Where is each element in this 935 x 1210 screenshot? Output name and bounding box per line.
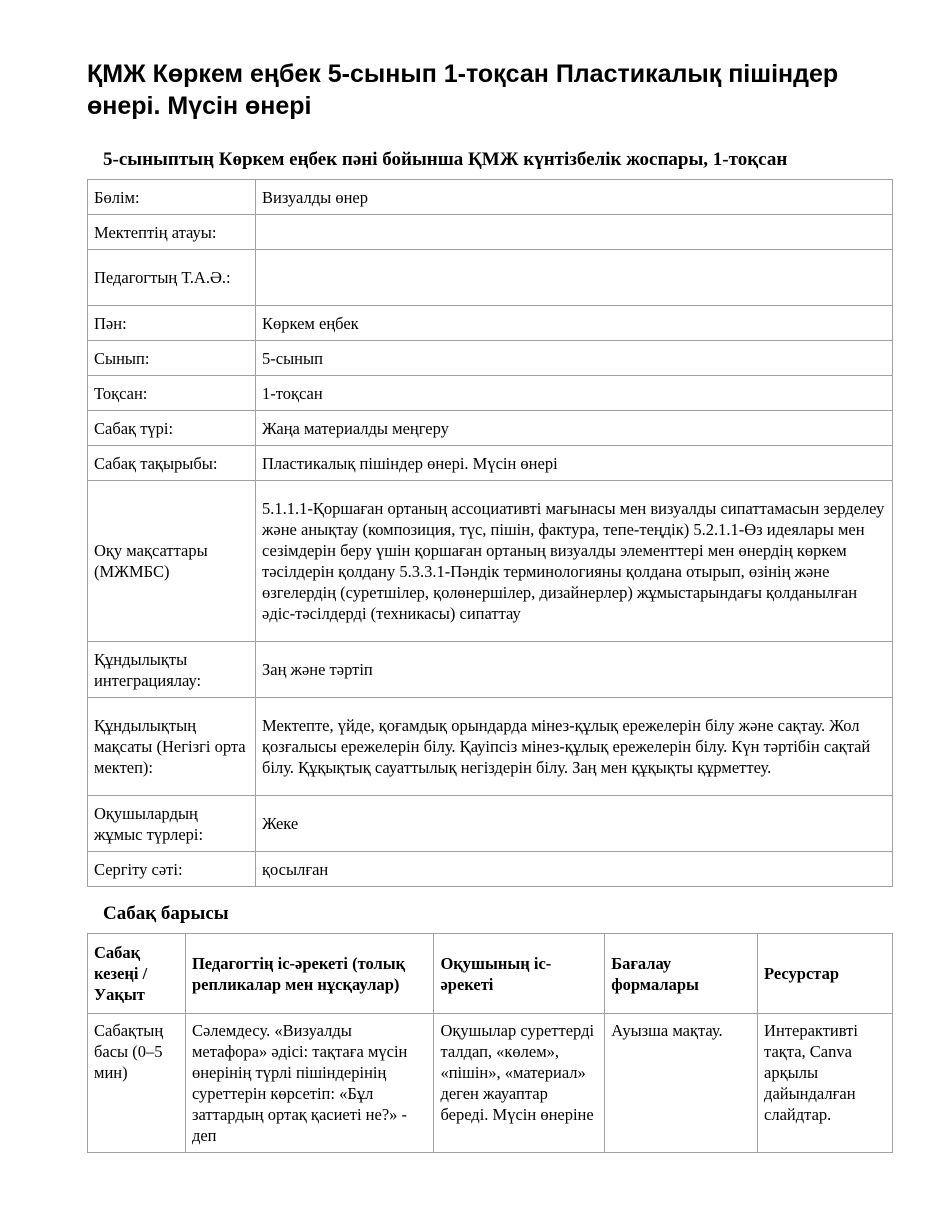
info-value: 1-тоқсан <box>256 376 893 411</box>
info-row <box>88 852 893 887</box>
info-row <box>88 341 893 376</box>
info-label: Оқу мақсаттары (МЖМБС) <box>88 481 256 642</box>
info-label: Бөлім: <box>88 180 256 215</box>
info-value <box>256 215 893 250</box>
info-value: Көркем еңбек <box>256 306 893 341</box>
info-label: Тоқсан: <box>88 376 256 411</box>
info-label: Пән: <box>88 306 256 341</box>
info-row <box>88 376 893 411</box>
cell-teacher-activity: Сәлемдесу. «Визуалды метафора» әдісі: тақтаға мүсін өнерінің түрлі пішіндерінің суреттерін көрсетіп: «Бұл заттардың ортақ қасиеті не?» - деп <box>185 1014 434 1153</box>
info-row <box>88 250 893 306</box>
cell-stage-time: Сабақтың басы (0–5 мин) <box>88 1014 186 1153</box>
info-value: 5.1.1.1-Қоршаған ортаның ассоциативті мағынасы мен визуалды сипаттамасын зерделеу және анықтау (композиция, түс, пішін, фактура, тепе-теңдік) 5.2.1.1-Өз идеялары мен сезімдерін беру үшін қоршаған ортаның визуалды элементтері мен өнердің көркем тәсілдерін қолдану 5.3.3.1-Пәндік терминологияны қолдана отырып, өзінің және өзгелердің (суретшілер, қолөнершілер, дизайнерлер) жұмыстарындағы қолданылған әдіс-тәсілдерді (техникасы) сипаттау <box>256 481 893 642</box>
info-row <box>88 411 893 446</box>
lesson-table-header-row <box>88 934 893 1014</box>
info-value: 5-сынып <box>256 341 893 376</box>
info-row <box>88 698 893 796</box>
info-value: Заң және тәртіп <box>256 642 893 698</box>
info-value: Жаңа материалды меңгеру <box>256 411 893 446</box>
info-value <box>256 250 893 306</box>
lesson-flow-table <box>87 933 893 1153</box>
info-row <box>88 642 893 698</box>
info-label: Сынып: <box>88 341 256 376</box>
info-label: Құндылықтың мақсаты (Негізгі орта мектеп): <box>88 698 256 796</box>
info-value: Пластикалық пішіндер өнері. Мүсін өнері <box>256 446 893 481</box>
cell-student-activity: Оқушылар суреттерді талдап, «көлем», «пішін», «материал» деген жауаптар береді. Мүсін өнеріне <box>434 1014 605 1153</box>
info-row <box>88 215 893 250</box>
info-value: қосылған <box>256 852 893 887</box>
info-label: Сабақ түрі: <box>88 411 256 446</box>
header-assessment: Бағалау формалары <box>605 934 758 1014</box>
lesson-flow-heading: Сабақ барысы <box>103 903 229 924</box>
info-row <box>88 796 893 852</box>
info-label: Сабақ тақырыбы: <box>88 446 256 481</box>
header-stage-time: Сабақ кезеңі / Уақыт <box>88 934 186 1014</box>
info-value: Мектепте, үйде, қоғамдық орындарда мінез-құлық ережелерін білу және сақтау. Жол қозғалысы ережелерін білу. Қауіпсіз мінез-құлық ережелерін білу. Күн тәртібін сақтай білу. Құқықтық сауаттылық негіздерін білу. Заң мен құқықты құрметтеу. <box>256 698 893 796</box>
table-row <box>88 1014 893 1153</box>
plan-subtitle: 5-сыныптың Көркем еңбек пәні бойынша ҚМЖ күнтізбелік жоспары, 1-тоқсан <box>103 149 788 170</box>
info-value: Жеке <box>256 796 893 852</box>
document-title: ҚМЖ Көркем еңбек 5-сынып 1-тоқсан Пластикалық пішіндер өнері. Мүсін өнері <box>87 60 839 120</box>
info-row <box>88 306 893 341</box>
header-student-activity: Оқушының іс-әрекеті <box>434 934 605 1014</box>
lesson-info-table <box>87 179 893 887</box>
info-label: Педагогтың Т.А.Ә.: <box>88 250 256 306</box>
info-label: Оқушылардың жұмыс түрлері: <box>88 796 256 852</box>
info-row <box>88 481 893 642</box>
cell-assessment: Ауызша мақтау. <box>605 1014 758 1153</box>
info-value: Визуалды өнер <box>256 180 893 215</box>
info-row <box>88 180 893 215</box>
header-teacher-activity: Педагогтің іс-әрекеті (толық репликалар мен нұсқаулар) <box>185 934 434 1014</box>
cell-resources: Интерактивті тақта, Canva арқылы дайындалған слайдтар. <box>758 1014 893 1153</box>
header-resources: Ресурстар <box>758 934 893 1014</box>
info-label: Сергіту сәті: <box>88 852 256 887</box>
info-label: Мектептің атауы: <box>88 215 256 250</box>
info-row <box>88 446 893 481</box>
info-label: Құндылықты интеграциялау: <box>88 642 256 698</box>
